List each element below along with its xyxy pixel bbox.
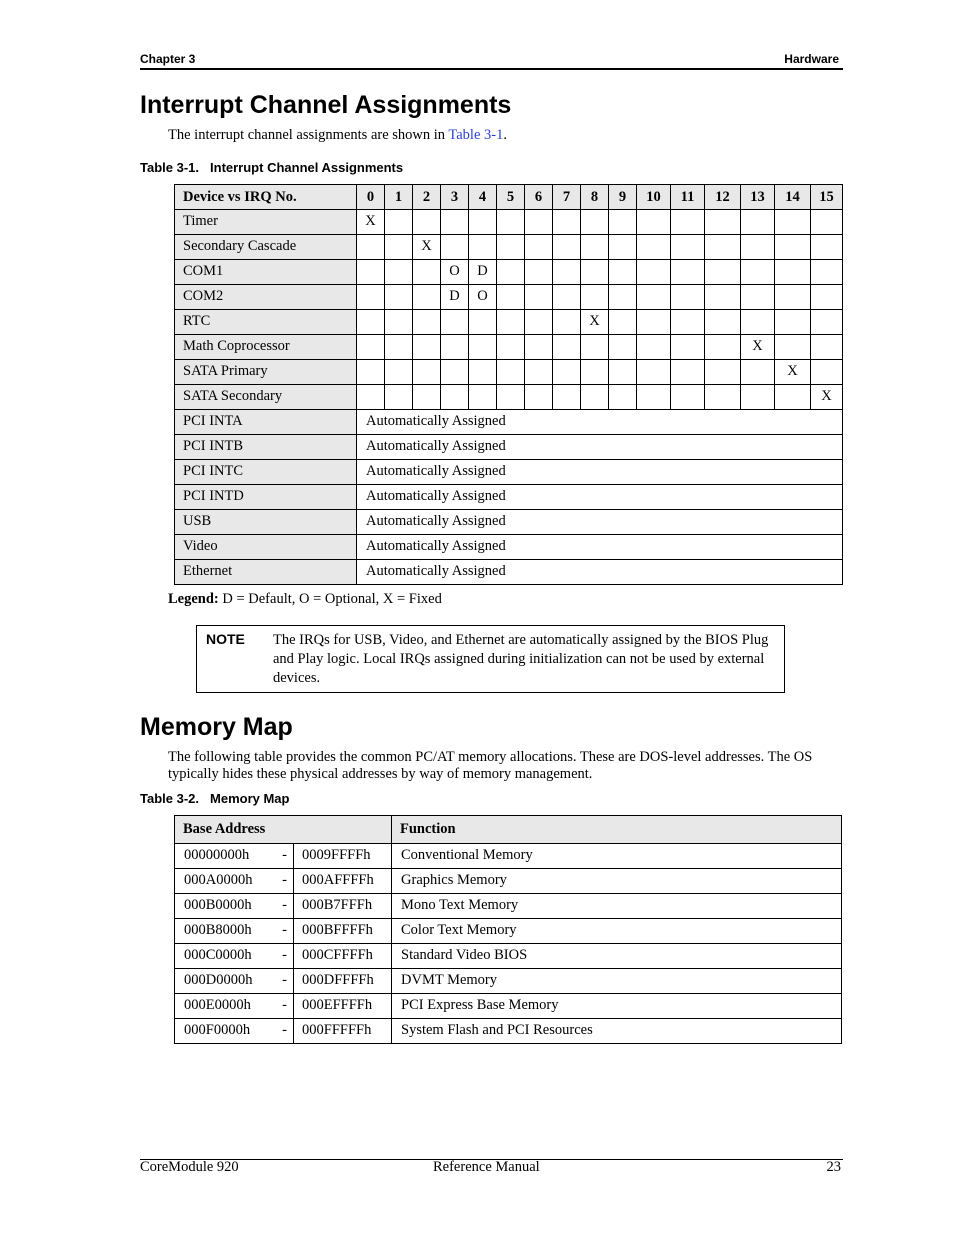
irq-cell: O bbox=[469, 285, 497, 310]
irq-cell bbox=[497, 285, 525, 310]
irq-cell bbox=[357, 310, 385, 335]
interrupts-intro bbox=[168, 127, 843, 144]
irq-cell bbox=[705, 385, 741, 410]
header-irq-13: 13 bbox=[741, 185, 775, 210]
start-address-cell bbox=[175, 894, 294, 919]
irq-cell bbox=[469, 310, 497, 335]
start-address-cell bbox=[175, 969, 294, 994]
start-address-cell bbox=[175, 844, 294, 869]
irq-cell bbox=[441, 235, 469, 260]
running-header-chapter: Chapter 3 bbox=[140, 52, 196, 66]
footer-page-number: 23 bbox=[826, 1159, 841, 1175]
irq-cell bbox=[671, 260, 705, 285]
header-irq-2: 2 bbox=[413, 185, 441, 210]
irq-cell bbox=[637, 310, 671, 335]
range-separator: - bbox=[282, 922, 287, 938]
device-name: USB bbox=[175, 510, 357, 535]
header-irq-5: 5 bbox=[497, 185, 525, 210]
irq-cell bbox=[609, 260, 637, 285]
irq-cell bbox=[775, 210, 811, 235]
irq-cell bbox=[581, 260, 609, 285]
auto-assigned-cell: Automatically Assigned bbox=[357, 535, 843, 560]
header-irq-11: 11 bbox=[671, 185, 705, 210]
irq-cell bbox=[525, 260, 553, 285]
device-name: PCI INTB bbox=[175, 435, 357, 460]
irq-cell bbox=[581, 210, 609, 235]
device-name: COM1 bbox=[175, 260, 357, 285]
irq-cell bbox=[741, 310, 775, 335]
table-row bbox=[175, 310, 843, 335]
irq-cell: X bbox=[811, 385, 843, 410]
start-address-cell bbox=[175, 994, 294, 1019]
table-row bbox=[175, 235, 843, 260]
function-cell: System Flash and PCI Resources bbox=[392, 1019, 842, 1044]
irq-cell bbox=[637, 335, 671, 360]
range-separator: - bbox=[282, 1022, 287, 1038]
function-cell: PCI Express Base Memory bbox=[392, 994, 842, 1019]
end-address: 000EFFFFh bbox=[294, 994, 392, 1019]
device-name: SATA Primary bbox=[175, 360, 357, 385]
irq-cell: D bbox=[469, 260, 497, 285]
header-irq-7: 7 bbox=[553, 185, 581, 210]
header-irq-3: 3 bbox=[441, 185, 469, 210]
irq-cell bbox=[413, 285, 441, 310]
irq-cell bbox=[637, 235, 671, 260]
irq-cell bbox=[637, 260, 671, 285]
irq-cell bbox=[637, 385, 671, 410]
irq-cell bbox=[357, 335, 385, 360]
irq-cell bbox=[553, 335, 581, 360]
irq-cell bbox=[705, 285, 741, 310]
table-caption-memory bbox=[140, 791, 289, 806]
irq-cell: D bbox=[441, 285, 469, 310]
irq-cell bbox=[705, 360, 741, 385]
header-irq-15: 15 bbox=[811, 185, 843, 210]
irq-cell bbox=[637, 285, 671, 310]
irq-cell bbox=[497, 310, 525, 335]
running-header-section: Hardware bbox=[784, 52, 839, 66]
range-separator: - bbox=[282, 997, 287, 1013]
irq-cell bbox=[775, 235, 811, 260]
end-address: 000CFFFFh bbox=[294, 944, 392, 969]
irq-cell: X bbox=[775, 360, 811, 385]
irq-cell: O bbox=[441, 260, 469, 285]
irq-cell bbox=[581, 235, 609, 260]
legend bbox=[168, 591, 442, 608]
end-address: 000FFFFFh bbox=[294, 1019, 392, 1044]
irq-cell bbox=[637, 210, 671, 235]
end-address: 000B7FFFh bbox=[294, 894, 392, 919]
irq-cell bbox=[553, 385, 581, 410]
irq-cell bbox=[581, 285, 609, 310]
irq-cell bbox=[441, 360, 469, 385]
irq-cell bbox=[497, 260, 525, 285]
irq-cell bbox=[413, 260, 441, 285]
end-address: 000BFFFFh bbox=[294, 919, 392, 944]
start-address: 000E0000h bbox=[184, 997, 251, 1013]
irq-cell: X bbox=[413, 235, 441, 260]
irq-cell bbox=[609, 360, 637, 385]
irq-cell bbox=[553, 285, 581, 310]
function-cell: Graphics Memory bbox=[392, 869, 842, 894]
irq-cell bbox=[357, 285, 385, 310]
header-device: Device vs IRQ No. bbox=[175, 185, 357, 210]
auto-assigned-cell: Automatically Assigned bbox=[357, 485, 843, 510]
irq-cell bbox=[413, 335, 441, 360]
irq-cell bbox=[469, 335, 497, 360]
irq-cell: X bbox=[741, 335, 775, 360]
irq-cell bbox=[741, 285, 775, 310]
section-title-memory-map: Memory Map bbox=[140, 713, 293, 741]
auto-assigned-cell: Automatically Assigned bbox=[357, 510, 843, 535]
function-cell: Standard Video BIOS bbox=[392, 944, 842, 969]
irq-cell bbox=[609, 310, 637, 335]
start-address-cell bbox=[175, 919, 294, 944]
legend-label: Legend: bbox=[168, 591, 219, 607]
irq-cell bbox=[357, 235, 385, 260]
irq-cell bbox=[811, 335, 843, 360]
header-irq-10: 10 bbox=[637, 185, 671, 210]
irq-cell bbox=[775, 285, 811, 310]
irq-cell bbox=[671, 310, 705, 335]
irq-cell bbox=[525, 335, 553, 360]
device-name: Timer bbox=[175, 210, 357, 235]
irq-cell bbox=[705, 260, 741, 285]
irq-cell bbox=[553, 310, 581, 335]
irq-cell bbox=[581, 335, 609, 360]
irq-cell bbox=[525, 310, 553, 335]
start-address: 000F0000h bbox=[184, 1022, 251, 1038]
function-cell: Mono Text Memory bbox=[392, 894, 842, 919]
table-row bbox=[175, 385, 843, 410]
auto-assigned-cell: Automatically Assigned bbox=[357, 460, 843, 485]
range-separator: - bbox=[282, 897, 287, 913]
end-address: 000DFFFFh bbox=[294, 969, 392, 994]
irq-cell bbox=[705, 235, 741, 260]
irq-cell bbox=[385, 260, 413, 285]
irq-cell bbox=[775, 310, 811, 335]
header-base-address: Base Address bbox=[175, 816, 392, 844]
irq-cell bbox=[385, 210, 413, 235]
intro-text: The interrupt channel assignments are shown in bbox=[168, 127, 449, 143]
start-address: 000C0000h bbox=[184, 947, 252, 963]
irq-cell bbox=[741, 210, 775, 235]
irq-cell bbox=[497, 360, 525, 385]
table-row bbox=[175, 969, 842, 994]
irq-cell bbox=[525, 235, 553, 260]
start-address: 000B0000h bbox=[184, 897, 252, 913]
auto-assigned-cell: Automatically Assigned bbox=[357, 435, 843, 460]
irq-cell bbox=[741, 360, 775, 385]
irq-cell bbox=[497, 235, 525, 260]
irq-cell bbox=[469, 385, 497, 410]
irq-cell bbox=[441, 385, 469, 410]
irq-cell bbox=[553, 210, 581, 235]
table-row bbox=[175, 460, 843, 485]
device-name: Video bbox=[175, 535, 357, 560]
header-irq-4: 4 bbox=[469, 185, 497, 210]
header-irq-9: 9 bbox=[609, 185, 637, 210]
irq-cell bbox=[553, 235, 581, 260]
range-separator: - bbox=[282, 947, 287, 963]
device-name: COM2 bbox=[175, 285, 357, 310]
caption-number: Table 3-1. bbox=[140, 160, 200, 175]
irq-cell bbox=[385, 360, 413, 385]
irq-cell bbox=[775, 385, 811, 410]
legend-text: D = Default, O = Optional, X = Fixed bbox=[218, 591, 442, 607]
irq-cell bbox=[497, 385, 525, 410]
irq-table bbox=[174, 184, 843, 585]
start-address-cell bbox=[175, 1019, 294, 1044]
irq-cell bbox=[671, 210, 705, 235]
irq-cell bbox=[469, 360, 497, 385]
irq-cell bbox=[441, 210, 469, 235]
irq-cell bbox=[413, 210, 441, 235]
start-address-cell bbox=[175, 869, 294, 894]
start-address: 000B8000h bbox=[184, 922, 252, 938]
device-name: RTC bbox=[175, 310, 357, 335]
note-text: The IRQs for USB, Video, and Ethernet are automatically assigned by the BIOS Plug and Play logic. Local IRQs assigned during initialization can not be used by external devices. bbox=[273, 632, 769, 686]
irq-cell bbox=[357, 385, 385, 410]
end-address: 0009FFFFh bbox=[294, 844, 392, 869]
table-row bbox=[175, 894, 842, 919]
irq-cell bbox=[671, 335, 705, 360]
irq-cell bbox=[525, 360, 553, 385]
table-3-1-link[interactable]: Table 3-1 bbox=[448, 127, 504, 143]
irq-cell bbox=[741, 385, 775, 410]
irq-cell bbox=[581, 385, 609, 410]
irq-cell bbox=[671, 285, 705, 310]
start-address: 00000000h bbox=[184, 847, 250, 863]
auto-assigned-cell: Automatically Assigned bbox=[357, 410, 843, 435]
irq-cell bbox=[413, 385, 441, 410]
device-name: PCI INTC bbox=[175, 460, 357, 485]
irq-cell bbox=[525, 385, 553, 410]
irq-cell bbox=[775, 335, 811, 360]
irq-cell bbox=[581, 360, 609, 385]
irq-cell bbox=[413, 360, 441, 385]
irq-cell bbox=[553, 360, 581, 385]
intro-suffix: . bbox=[503, 127, 507, 143]
irq-cell bbox=[811, 235, 843, 260]
header-irq-6: 6 bbox=[525, 185, 553, 210]
start-address: 000A0000h bbox=[184, 872, 253, 888]
table-row bbox=[175, 844, 842, 869]
range-separator: - bbox=[282, 972, 287, 988]
irq-cell bbox=[357, 360, 385, 385]
table-row bbox=[175, 210, 843, 235]
irq-cell bbox=[811, 260, 843, 285]
irq-cell bbox=[441, 310, 469, 335]
table-row bbox=[175, 335, 843, 360]
memory-map-intro: The following table provides the common PC/AT memory allocations. These are DOS-level addresses. The OS typically hides these physical addresses by way of memory management. bbox=[168, 749, 813, 782]
irq-cell bbox=[609, 385, 637, 410]
irq-cell bbox=[811, 285, 843, 310]
irq-cell bbox=[775, 260, 811, 285]
device-name: Ethernet bbox=[175, 560, 357, 585]
irq-cell bbox=[441, 335, 469, 360]
start-address: 000D0000h bbox=[184, 972, 253, 988]
irq-cell bbox=[811, 310, 843, 335]
irq-cell bbox=[497, 335, 525, 360]
table-caption-irq bbox=[140, 160, 403, 175]
header-irq-8: 8 bbox=[581, 185, 609, 210]
irq-cell bbox=[671, 235, 705, 260]
irq-cell bbox=[525, 210, 553, 235]
irq-cell bbox=[357, 260, 385, 285]
irq-cell bbox=[671, 385, 705, 410]
irq-cell bbox=[671, 360, 705, 385]
header-function: Function bbox=[392, 816, 842, 844]
section-title-interrupts: Interrupt Channel Assignments bbox=[140, 91, 512, 119]
table-row bbox=[175, 919, 842, 944]
end-address: 000AFFFFh bbox=[294, 869, 392, 894]
range-separator: - bbox=[282, 872, 287, 888]
table-row bbox=[175, 510, 843, 535]
irq-cell bbox=[609, 235, 637, 260]
irq-cell bbox=[705, 310, 741, 335]
table-row bbox=[175, 994, 842, 1019]
table-row bbox=[175, 285, 843, 310]
irq-cell bbox=[385, 235, 413, 260]
table-row bbox=[175, 435, 843, 460]
header-irq-0: 0 bbox=[357, 185, 385, 210]
function-cell: Color Text Memory bbox=[392, 919, 842, 944]
table-row bbox=[175, 360, 843, 385]
footer-manual: Reference Manual bbox=[433, 1159, 540, 1175]
irq-cell bbox=[705, 210, 741, 235]
device-name: Math Coprocessor bbox=[175, 335, 357, 360]
table-row bbox=[175, 535, 843, 560]
irq-cell bbox=[385, 335, 413, 360]
footer-product: CoreModule 920 bbox=[140, 1159, 239, 1175]
irq-cell bbox=[497, 210, 525, 235]
irq-cell bbox=[385, 310, 413, 335]
irq-cell bbox=[469, 210, 497, 235]
caption-number: Table 3-2. bbox=[140, 791, 200, 806]
irq-cell bbox=[385, 285, 413, 310]
header-irq-12: 12 bbox=[705, 185, 741, 210]
auto-assigned-cell: Automatically Assigned bbox=[357, 560, 843, 585]
device-name: SATA Secondary bbox=[175, 385, 357, 410]
table-row bbox=[175, 1019, 842, 1044]
memory-map-table bbox=[174, 815, 842, 1044]
table-row bbox=[175, 260, 843, 285]
irq-cell bbox=[609, 285, 637, 310]
irq-cell bbox=[705, 335, 741, 360]
note-box bbox=[196, 625, 785, 693]
device-name: PCI INTA bbox=[175, 410, 357, 435]
header-divider bbox=[140, 68, 843, 70]
note-label: NOTE bbox=[206, 631, 245, 647]
caption-title: Memory Map bbox=[210, 791, 290, 806]
irq-cell bbox=[741, 260, 775, 285]
irq-cell bbox=[525, 285, 553, 310]
table-row bbox=[175, 944, 842, 969]
table-row bbox=[175, 560, 843, 585]
start-address-cell bbox=[175, 944, 294, 969]
irq-cell bbox=[811, 210, 843, 235]
header-irq-1: 1 bbox=[385, 185, 413, 210]
irq-cell: X bbox=[357, 210, 385, 235]
range-separator: - bbox=[282, 847, 287, 863]
function-cell: Conventional Memory bbox=[392, 844, 842, 869]
table-row bbox=[175, 485, 843, 510]
irq-cell bbox=[637, 360, 671, 385]
irq-cell bbox=[413, 310, 441, 335]
irq-cell bbox=[811, 360, 843, 385]
device-name: Secondary Cascade bbox=[175, 235, 357, 260]
header-irq-14: 14 bbox=[775, 185, 811, 210]
irq-cell bbox=[469, 235, 497, 260]
table-row bbox=[175, 410, 843, 435]
caption-title: Interrupt Channel Assignments bbox=[210, 160, 404, 175]
irq-cell bbox=[553, 260, 581, 285]
irq-cell: X bbox=[581, 310, 609, 335]
irq-cell bbox=[609, 210, 637, 235]
irq-cell bbox=[609, 335, 637, 360]
irq-cell bbox=[385, 385, 413, 410]
device-name: PCI INTD bbox=[175, 485, 357, 510]
irq-cell bbox=[741, 235, 775, 260]
table-row bbox=[175, 869, 842, 894]
function-cell: DVMT Memory bbox=[392, 969, 842, 994]
